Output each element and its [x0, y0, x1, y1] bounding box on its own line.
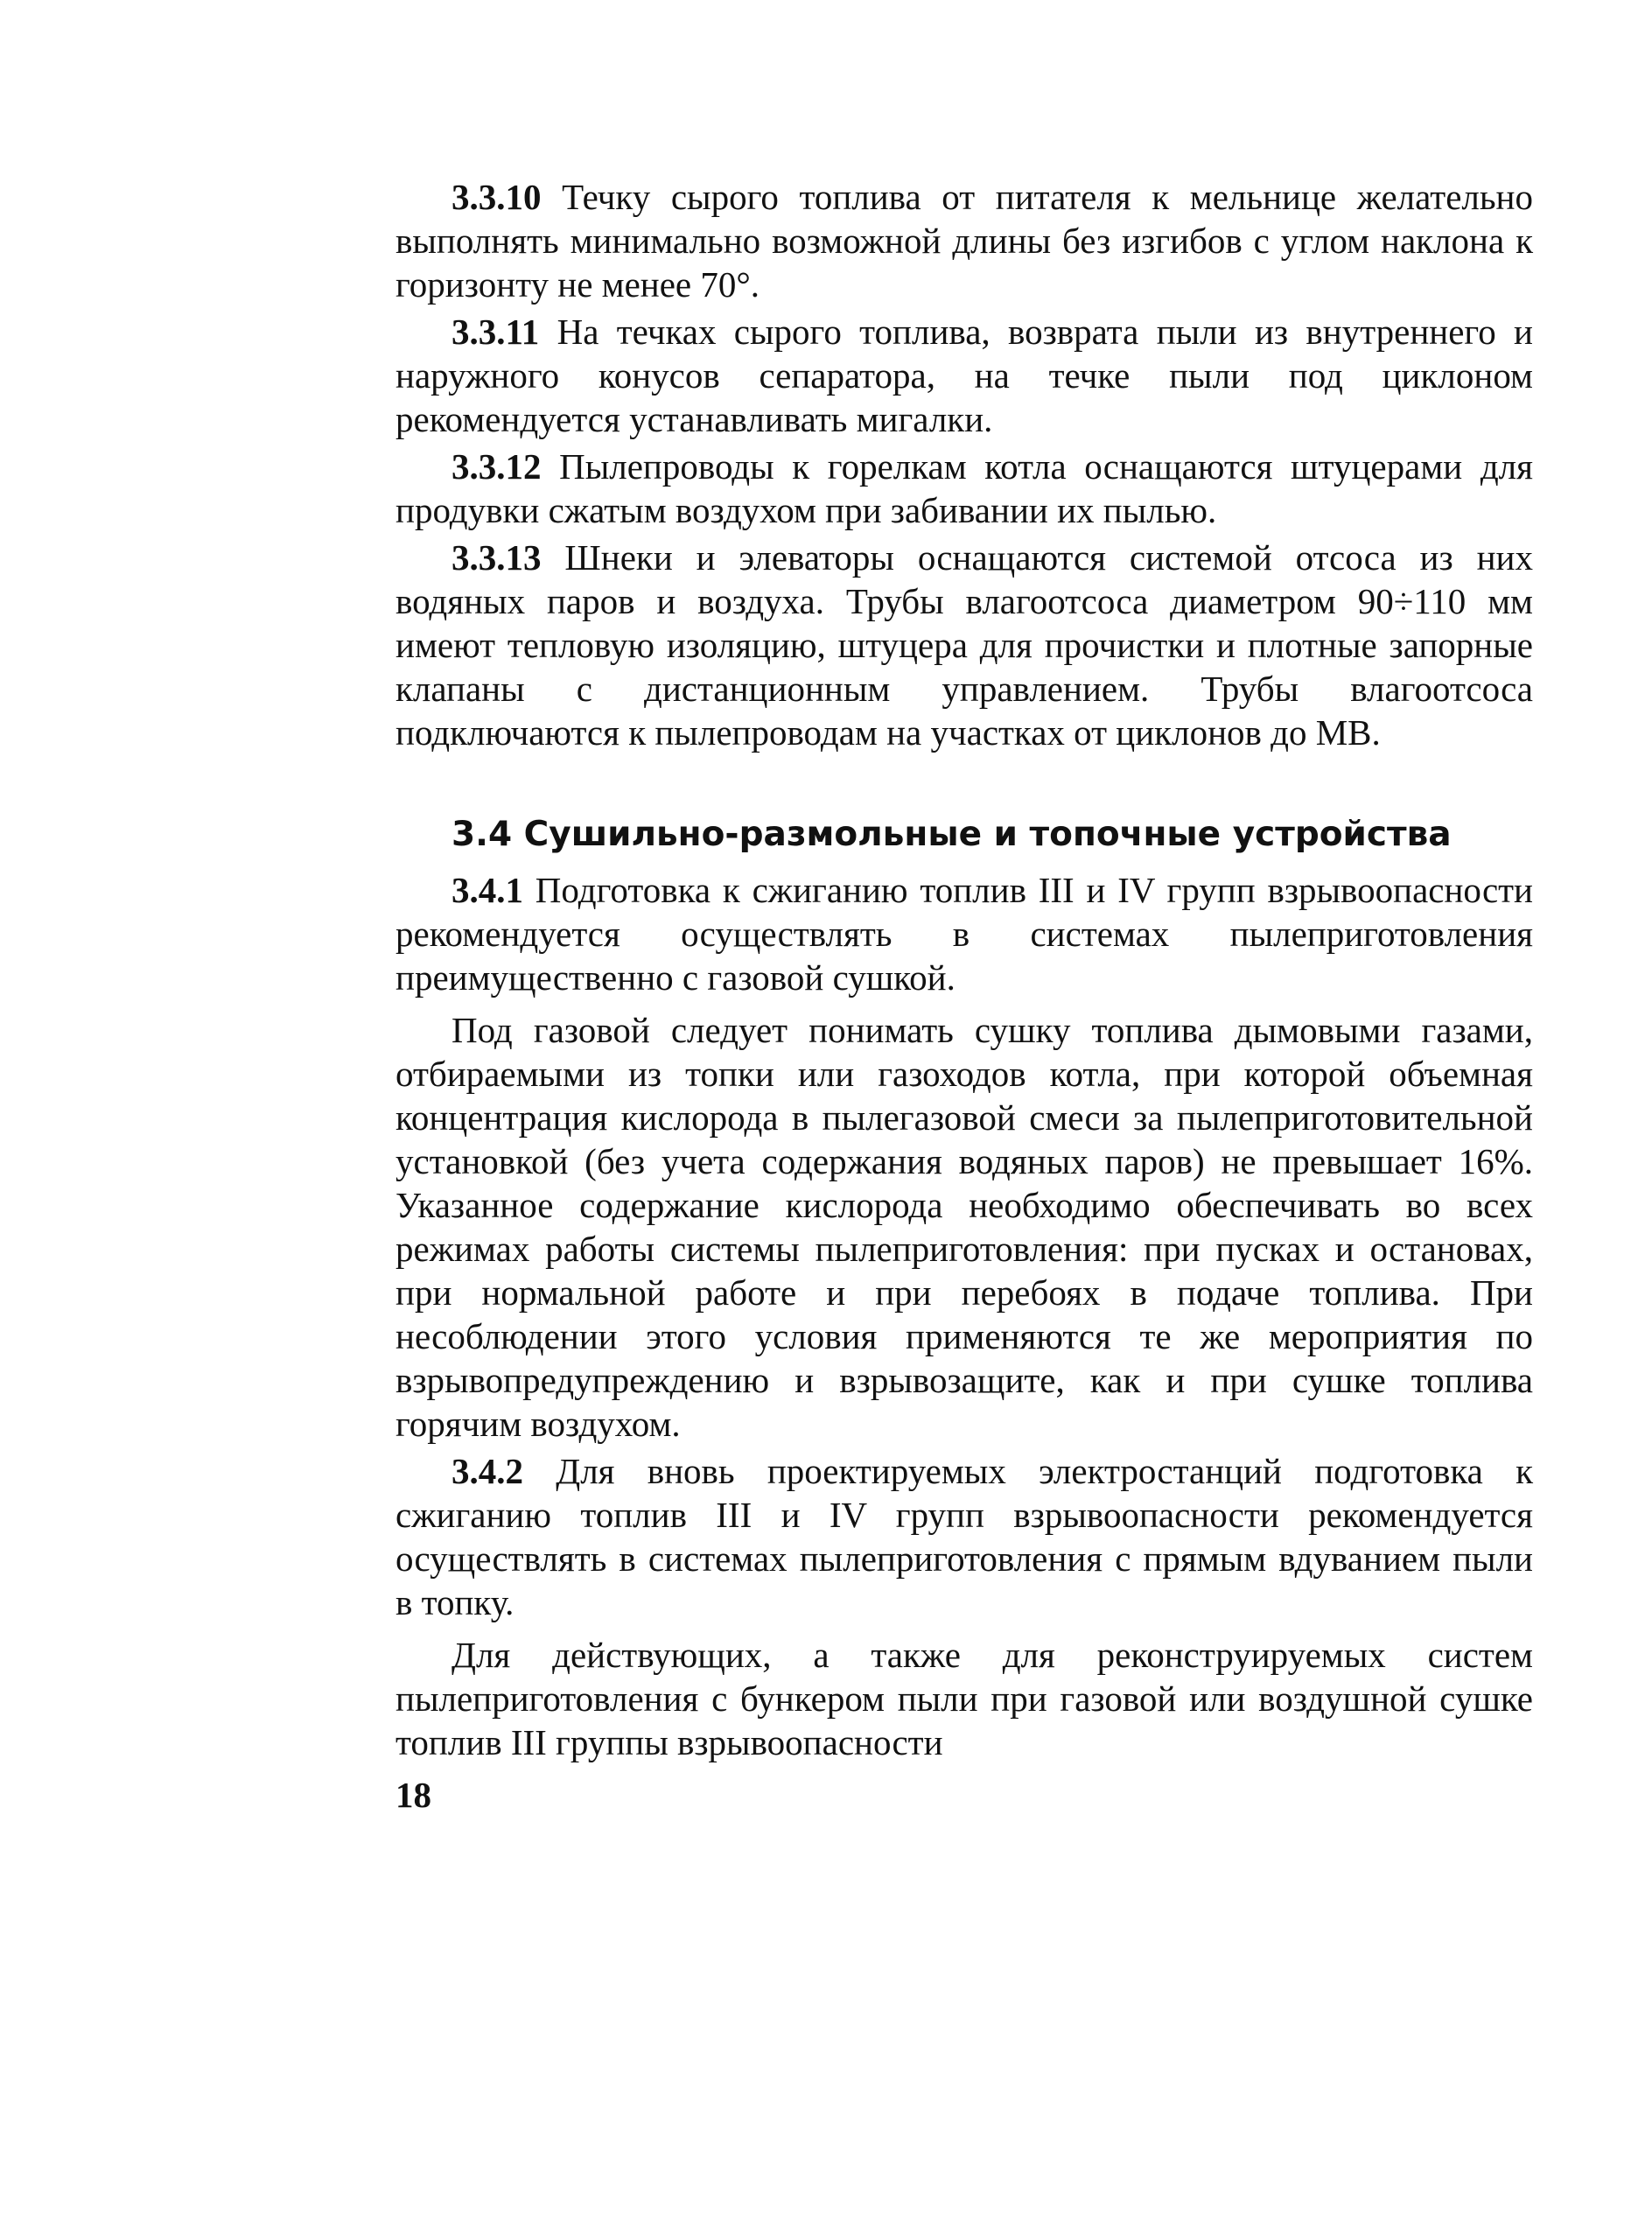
clause-number: 3.3.13 [452, 537, 542, 578]
clause-number: 3.3.12 [452, 446, 542, 487]
document-page [396, 175, 1533, 1817]
paragraph-3-3-12 [396, 445, 1533, 532]
clause-number: 3.3.11 [452, 312, 540, 352]
paragraph-3-3-10 [396, 175, 1533, 306]
clause-text: Для вновь проектируемых электростанций подготовка к сжиганию топлив III и IV групп взрывоопасности рекомендуется осуществлять в системах пылеприготовления с прямым вдуванием пыли в топку. [396, 1451, 1533, 1622]
paragraph-3-4-1-continuation: Под газовой следует понимать сушку топлива дымовыми газами, отбираемыми из топки или газоходов котла, при которой объемная концентрация кислорода в пылегазовой смеси за пылеприготовительной установкой (без учета содержания водяных паров) не превышает 16%. Указанное содержание кислорода необходимо обеспечивать во всех режимах работы системы пылеприготовления: при пусках и остановах, при нормальной работе и при перебоях в подаче топлива. При несоблюдении этого условия применяются те же мероприятия по взрывопредупреждению и взрывозащите, как и при сушке топлива горячим воздухом. [396, 1010, 1533, 1444]
paragraph-3-4-1 [396, 868, 1533, 999]
clause-number: 3.3.10 [452, 177, 542, 217]
clause-number: 3.4.2 [452, 1451, 523, 1491]
paragraph-3-4-2-continuation: Для действующих, а также для реконструируемых систем пылеприготовления с бункером пыли при газовой или воздушной сушке топлив III группы взрывоопасности [396, 1635, 1533, 1762]
clause-text: На течках сырого топлива, возврата пыли из внутреннего и наружного конусов сепаратора, на течке пыли под циклоном рекомендуется устанавливать мигалки. [396, 312, 1533, 439]
clause-number: 3.4.1 [452, 870, 523, 910]
paragraph-3-3-13 [396, 536, 1533, 754]
clause-text: Пылепроводы к горелкам котла оснащаются штуцерами для продувки сжатым воздухом при забивании их пылью. [396, 446, 1533, 530]
paragraph-3-3-11 [396, 310, 1533, 441]
clause-text: Течку сырого топлива от питателя к мельнице желательно выполнять минимально возможной длины без изгибов с углом наклона к горизонту не менее 70°. [396, 177, 1533, 305]
clause-text: Шнеки и элеваторы оснащаются системой отсоса из них водяных паров и воздуха. Трубы влагоотсоса диаметром 90÷110 мм имеют тепловую изоляцию, штуцера для прочистки и плотные запорные клапаны с дистанционным управлением. Трубы влагоотсоса подключаются к пылепроводам на участках от циклонов до МВ. [396, 537, 1533, 753]
paragraph-3-4-2 [396, 1449, 1533, 1624]
page-number: 18 [396, 1775, 431, 1815]
section-heading-3-4: 3.4 Сушильно-размольные и топочные устройства [452, 815, 1452, 854]
clause-text: Подготовка к сжиганию топлив III и IV групп взрывоопасности рекомендуется осуществлять в системах пылеприготовления преимущественно с газовой сушкой. [396, 870, 1533, 998]
